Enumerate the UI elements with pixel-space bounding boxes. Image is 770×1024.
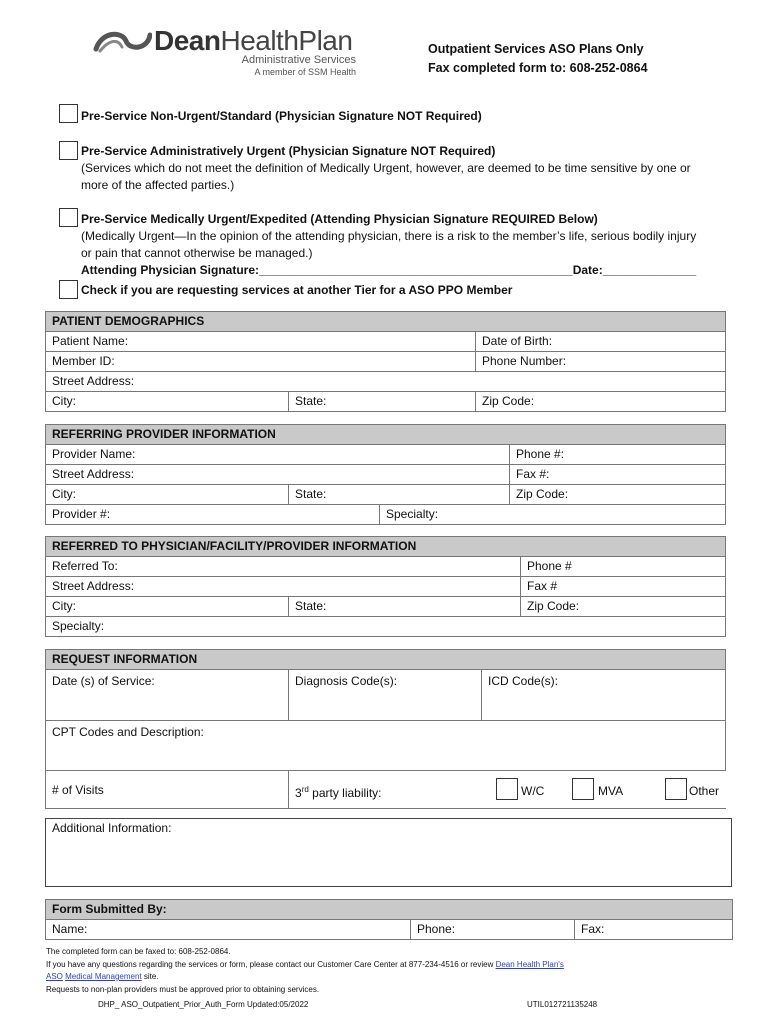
option-medically-urgent: Pre-Service Medically Urgent/Expedited (Attending Physician Signature REQUIRED Below) (Medically Urgent—In the opinion of the attending physician, there is a risk to the member’s life, serious bodily injury or pain that cannot otherwise be managed.) Attending Physician Signature:_______________________________________________Date:______________ (81, 212, 697, 277)
request-information-table (45, 649, 726, 809)
dean-health-plan-logo (92, 26, 372, 80)
patient-demographics-table (45, 311, 726, 412)
logo-subtitle: Administrative Services (241, 54, 356, 66)
phone-number-field[interactable]: Phone Number: (476, 352, 726, 372)
swirl-logo-icon (92, 29, 152, 55)
form-submitted-by-table (45, 899, 733, 940)
other-checkbox[interactable] (665, 778, 687, 800)
submitter-fax-field[interactable]: Fax: (575, 920, 733, 940)
third-party-liability-row (289, 771, 726, 809)
footer-non-plan-note: Requests to non-plan providers must be approved prior to obtaining services. (46, 985, 320, 994)
additional-information-label: Additional Information: (52, 821, 172, 835)
other-tier-checkbox[interactable] (59, 280, 78, 299)
provider-number-field[interactable]: Provider #: (46, 505, 380, 525)
city-field[interactable]: City: (46, 392, 289, 412)
mva-checkbox[interactable] (572, 778, 594, 800)
street-address-field[interactable]: Street Address: (46, 372, 726, 392)
referring-provider-table (45, 424, 726, 525)
section-title: PATIENT DEMOGRAPHICS (46, 312, 726, 332)
other-label: Other (689, 784, 720, 798)
diagnosis-codes-field[interactable]: Diagnosis Code(s): (289, 670, 482, 721)
header-title: Outpatient Services ASO Plans Only (428, 42, 644, 56)
section-title: REFERRING PROVIDER INFORMATION (46, 425, 726, 445)
footer-questions: If you have any questions regarding the services or form, please contact our Customer Care Center at 877-234-4516 or review Dean Health Plan's (46, 960, 564, 969)
specialty-field[interactable]: Specialty: (46, 617, 726, 637)
dob-field[interactable]: Date of Birth: (476, 332, 726, 352)
form-code: DHP_ ASO_Outpatient_Prior_Auth_Form Updated:05/2022 (98, 1000, 309, 1009)
submitter-phone-field[interactable]: Phone: (411, 920, 575, 940)
number-of-visits-field[interactable]: # of Visits (46, 771, 289, 809)
zip-field[interactable]: Zip Code: (476, 392, 726, 412)
aso-link[interactable]: ASO (46, 972, 63, 981)
wc-label: W/C (521, 784, 545, 798)
cpt-codes-field[interactable]: CPT Codes and Description: (46, 721, 726, 771)
header-fax: Fax completed form to: 608-252-0864 (428, 61, 648, 75)
admin-urgent-checkbox[interactable] (59, 141, 78, 160)
footer-mm-line: ASO Medical Management site. (46, 972, 159, 981)
option-other-tier: Check if you are requesting services at another Tier for a ASO PPO Member (81, 283, 513, 297)
street-address-field[interactable]: Street Address: (46, 465, 510, 485)
patient-name-field[interactable]: Patient Name: (46, 332, 476, 352)
medical-management-link[interactable]: Medical Management (65, 972, 142, 981)
submitter-name-field[interactable]: Name: (46, 920, 411, 940)
street-address-field[interactable]: Street Address: (46, 577, 521, 597)
medically-urgent-checkbox[interactable] (59, 208, 78, 227)
provider-name-field[interactable]: Provider Name: (46, 445, 510, 465)
section-title: REQUEST INFORMATION (46, 650, 726, 670)
referred-to-table (45, 536, 726, 637)
city-field[interactable]: City: (46, 485, 289, 505)
specialty-field[interactable]: Specialty: (380, 505, 726, 525)
third-party-label: 3rd party liability: (295, 785, 382, 800)
additional-information-field[interactable] (45, 818, 732, 887)
phone-field[interactable]: Phone #: (510, 445, 726, 465)
option-admin-urgent: Pre-Service Administratively Urgent (Physician Signature NOT Required) (Services which do not meet the definition of Medically Urgent, however, are deemed to be time sensitive by one or more of the affected parties.) (81, 144, 691, 192)
physician-signature-line: Attending Physician Signature:_______________________________________________Date:______________ (81, 263, 697, 277)
non-urgent-checkbox[interactable] (59, 104, 78, 123)
wc-checkbox[interactable] (496, 778, 518, 800)
phone-field[interactable]: Phone # (521, 557, 726, 577)
fax-field[interactable]: Fax #: (510, 465, 726, 485)
logo-wordmark: DeanHealthPlan (154, 25, 353, 56)
zip-field[interactable]: Zip Code: (521, 597, 726, 617)
util-code: UTIL012721135248 (527, 1000, 598, 1009)
dates-of-service-field[interactable]: Date (s) of Service: (46, 670, 289, 721)
section-title: REFERRED TO PHYSICIAN/FACILITY/PROVIDER INFORMATION (46, 537, 726, 557)
section-title: Form Submitted By: (46, 900, 733, 920)
member-id-field[interactable]: Member ID: (46, 352, 476, 372)
state-field[interactable]: State: (289, 485, 510, 505)
mva-label: MVA (598, 784, 624, 798)
zip-field[interactable]: Zip Code: (510, 485, 726, 505)
footer-fax-note: The completed form can be faxed to: 608-252-0864. (46, 947, 231, 956)
state-field[interactable]: State: (289, 597, 521, 617)
city-field[interactable]: City: (46, 597, 289, 617)
fax-field[interactable]: Fax # (521, 577, 726, 597)
dean-health-plan-link[interactable]: Dean Health Plan's (495, 960, 564, 969)
icd-codes-field[interactable]: ICD Code(s): (482, 670, 726, 721)
referred-to-field[interactable]: Referred To: (46, 557, 521, 577)
state-field[interactable]: State: (289, 392, 476, 412)
option-non-urgent: Pre-Service Non-Urgent/Standard (Physician Signature NOT Required) (81, 109, 482, 123)
logo-member-text: A member of SSM Health (254, 67, 356, 77)
